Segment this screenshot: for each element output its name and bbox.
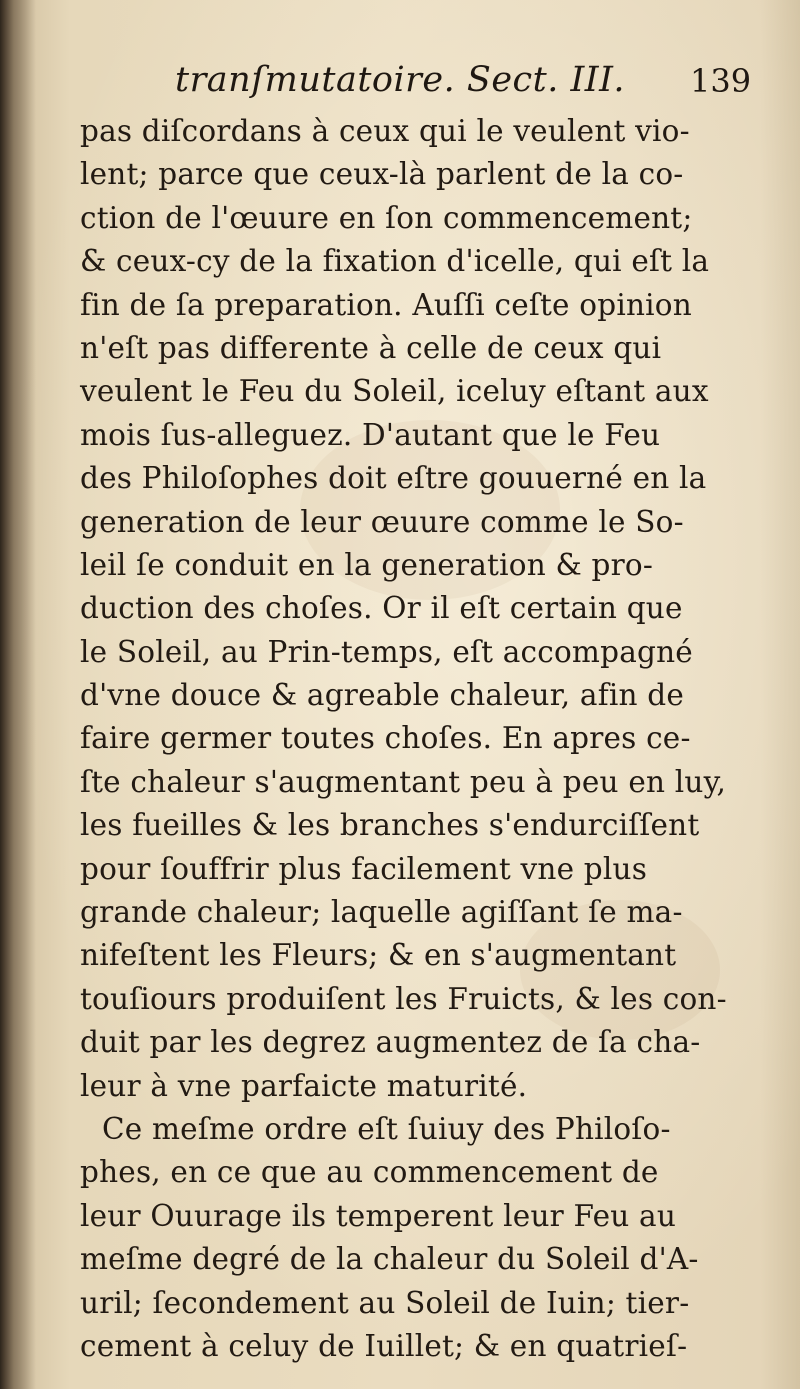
text-line: leur Ouurage ils temperent leur Feu au	[80, 1198, 677, 1233]
text-line: ſte chaleur s'augmentant peu à peu en luy,	[80, 764, 727, 799]
text-line: leil ſe conduit en la generation & pro-	[80, 547, 654, 582]
text-line: touſiours produiſent les Fruicts, & les con-	[80, 981, 727, 1016]
text-line: d'vne douce & agreable chaleur, afin de	[80, 678, 684, 713]
text-line: les fueilles & les branches s'endurciſſent	[80, 808, 700, 843]
running-title: tranſmutatoire. Sect. III.	[175, 60, 626, 100]
text-line: phes, en ce que au commencement de	[80, 1155, 659, 1190]
text-line: uril; ſecondement au Soleil de Iuin; tier-	[80, 1285, 690, 1320]
text-line: & ceux-cy de la fixation d'icelle, qui eſt la	[80, 244, 710, 279]
paragraph-first-line: Ce meſme ordre eſt ſuiuy des Philoſo-	[102, 1111, 671, 1146]
text-line: des Philoſophes doit eſtre gouuerné en la	[80, 461, 707, 496]
text-line: cement à celuy de Iuillet; & en quatrieſ-	[80, 1328, 688, 1363]
text-line: n'eſt pas differente à celle de ceux qui	[80, 330, 662, 365]
text-line: faire germer toutes choſes. En apres ce-	[80, 721, 691, 756]
text-line: duit par les degrez augmentez de ſa cha-	[80, 1025, 701, 1060]
text-line: generation de leur œuure comme le So-	[80, 504, 684, 539]
book-binding-edge	[0, 0, 36, 1389]
text-line: veulent le Feu du Soleil, iceluy eſtant aux	[80, 374, 709, 409]
text-line: lent; parce que ceux-là parlent de la co-	[80, 157, 684, 192]
text-line: le Soleil, au Prin-temps, eſt accompagné	[80, 634, 693, 669]
body-text	[80, 110, 745, 1368]
page-header	[0, 52, 800, 108]
text-line: meſme degré de la chaleur du Soleil d'A-	[80, 1242, 699, 1277]
text-line: nifeſtent les Fleurs; & en s'augmentant	[80, 938, 677, 973]
text-line: leur à vne parfaicte maturité.	[80, 1068, 528, 1103]
text-line: fin de ſa preparation. Auſſi ceſte opinion	[80, 287, 692, 322]
text-line: pas diſcordans à ceux qui le veulent vio-	[80, 114, 690, 148]
text-line: duction des choſes. Or il eſt certain que	[80, 591, 683, 626]
text-line: pour ſouffrir plus facilement vne plus	[80, 851, 648, 886]
text-line: mois ſus-alleguez. D'autant que le Feu	[80, 417, 661, 452]
text-line: ction de l'œuure en ſon commencement;	[80, 200, 693, 235]
text-line: grande chaleur; laquelle agiſſant ſe ma-	[80, 895, 683, 930]
page-number: 139	[690, 62, 752, 100]
